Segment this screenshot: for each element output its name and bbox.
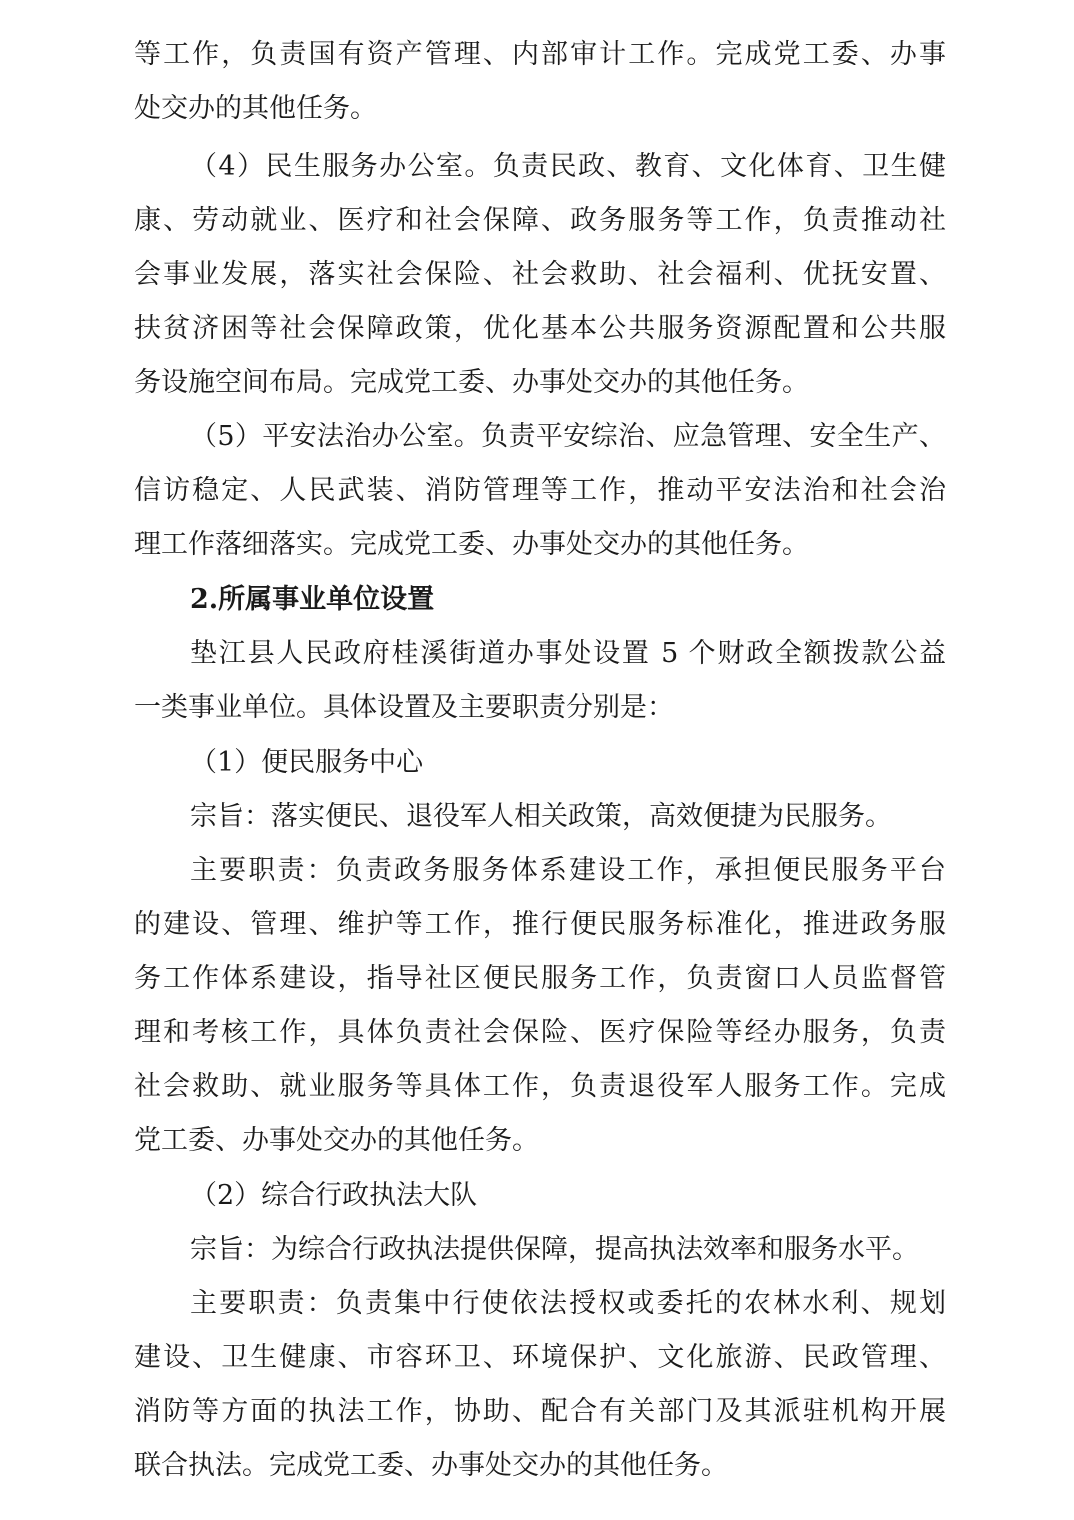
body-line: 理和考核工作，具体负责社会保险、医疗保险等经办服务，负责	[134, 1017, 946, 1048]
body-line: 务工作体系建设，指导社区便民服务工作，负责窗口人员监督管	[134, 963, 946, 994]
body-line: 扶贫济困等社会保障政策，优化基本公共服务资源配置和公共服	[134, 313, 946, 344]
body-line: 联合执法。完成党工委、办事处交办的其他任务。	[134, 1450, 728, 1481]
unit-title: （2）综合行政执法大队	[190, 1180, 478, 1211]
body-line: 理工作落细落实。完成党工委、办事处交办的其他任务。	[134, 529, 809, 560]
unit-duties-line: 主要职责：负责政务服务体系建设工作，承担便民服务平台	[190, 855, 946, 886]
body-line: 信访稳定、人民武装、消防管理等工作，推动平安法治和社会治	[134, 475, 946, 506]
body-line: 消防等方面的执法工作，协助、配合有关部门及其派驻机构开展	[134, 1396, 946, 1427]
body-line: 党工委、办事处交办的其他任务。	[134, 1125, 539, 1156]
unit-purpose: 宗旨：落实便民、退役军人相关政策，高效便捷为民服务。	[190, 801, 892, 832]
body-line: 的建设、管理、维护等工作，推行便民服务标准化，推进政务服	[134, 909, 946, 940]
body-line: 一类事业单位。具体设置及主要职责分别是：	[134, 692, 674, 723]
body-line: 会事业发展，落实社会保险、社会救助、社会福利、优抚安置、	[134, 259, 946, 290]
body-line: 垫江县人民政府桂溪街道办事处设置 5 个财政全额拨款公益	[190, 638, 946, 669]
body-line: 康、劳动就业、医疗和社会保障、政务服务等工作，负责推动社	[134, 205, 946, 236]
body-line: 等工作，负责国有资产管理、内部审计工作。完成党工委、办事	[134, 39, 946, 70]
paragraph-heading-line: （4）民生服务办公室。负责民政、教育、文化体育、卫生健	[190, 151, 946, 182]
body-line: 建设、卫生健康、市容环卫、环境保护、文化旅游、民政管理、	[134, 1342, 946, 1373]
paragraph-heading-line: （5）平安法治办公室。负责平安综治、应急管理、安全生产、	[190, 421, 946, 452]
body-line: 处交办的其他任务。	[134, 93, 377, 124]
body-line: 务设施空间布局。完成党工委、办事处交办的其他任务。	[134, 367, 809, 398]
unit-title: （1）便民服务中心	[190, 747, 424, 778]
body-line: 社会救助、就业服务等具体工作，负责退役军人服务工作。完成	[134, 1071, 946, 1102]
section-heading: 2.所属事业单位设置	[190, 584, 435, 615]
unit-purpose: 宗旨：为综合行政执法提供保障，提高执法效率和服务水平。	[190, 1234, 919, 1265]
unit-duties-line: 主要职责：负责集中行使依法授权或委托的农林水利、规划	[190, 1288, 946, 1319]
